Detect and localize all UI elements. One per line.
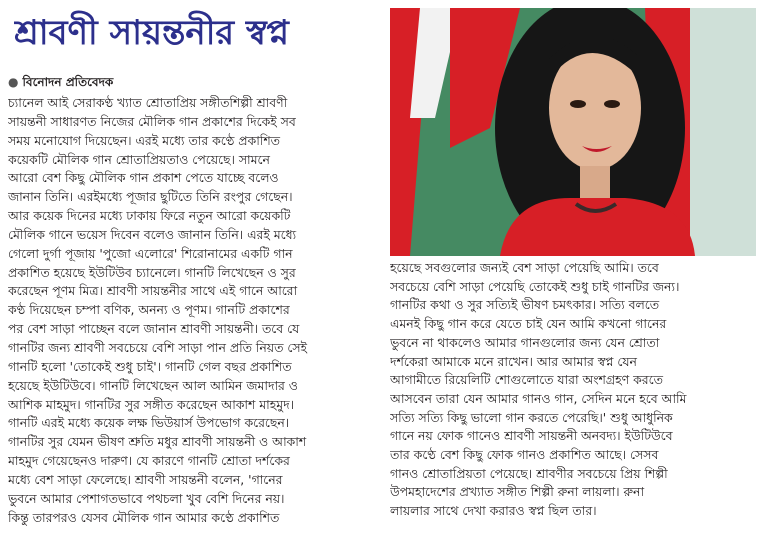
left-column-line: গেলো দুর্গা পূজায় 'পুজো এলোরে' শিরোনামের একটি গান — [8, 245, 293, 261]
left-eye — [570, 100, 586, 108]
byline-text: বিনোদন প্রতিবেদক — [22, 75, 114, 89]
right-column-line: সত্যি সত্যি কিছু ভালো গান করতে পেরেছি।' শুধু আধুনিক — [390, 409, 673, 425]
left-column-line: সায়ন্তনী সাধারণত নিজের মৌলিক গান প্রকাশের দিকেই সব — [8, 113, 296, 129]
left-column-line: কয়েকটি মৌলিক গান শ্রোতাপ্রিয়তাও পেয়েছে। সামনে — [8, 151, 270, 167]
right-column-line: ভুবনে না থাকলেও আমার গানগুলোর জন্য যেন শ্রোতা — [390, 334, 660, 350]
right-column-line: আগামীতে রিয়েলিটি শোগুলোতে যারা অংশগ্রহণ করতে — [390, 372, 663, 388]
left-column-line: করেছেন পূণম মিত্র। শ্রাবণী সায়ন্তনীর সাথে এই গানে আরো — [8, 283, 298, 299]
left-column-line: মৌলিক গানে ভয়েস দিবেন বলেও জানান তিনি। এরই মধ্যে — [8, 226, 297, 242]
right-column-line: এমনই কিছু গান করে যেতে চাই যেন আমি কখনো গানের — [390, 316, 667, 332]
right-column-line: গানটির কথা ও সুর সত্যিই ভীষণ চমৎকার। সত্যি বলতে — [390, 297, 660, 313]
right-column-line: হয়েছে সবগুলোর জন্যই বেশ সাড়া পেয়েছি আমি। তবে — [390, 260, 659, 275]
singer-photo-illustration — [390, 8, 756, 256]
left-column-line: গানটি হলো 'তোকেই শুধু চাই'। গানটি গেল বছর প্রকাশিত — [8, 358, 292, 374]
left-column-line: চ্যানেল আই সেরাকণ্ঠ খ্যাত শ্রোতাপ্রিয় সঙ্গীতশিল্পী শ্রাবণী — [8, 95, 288, 110]
article-right-column — [390, 259, 760, 546]
left-column-line: মাহমুদ গেয়েছেনও দারুণ। যে কারণে গানটি শ্রোতা দর্শকের — [8, 453, 290, 469]
bullet-icon: ● — [8, 75, 19, 89]
singer-photo — [390, 8, 756, 256]
left-column-line: প্রকাশিত হয়েছে ইউটিউব চ্যানেলে। গানটি লিখেছেন ও সুর — [8, 264, 296, 280]
article-left-column — [8, 94, 380, 546]
left-column-line: গানটির জন্য শ্রাবণী সবচেয়ে বেশি সাড়া পান প্রতি নিয়ত সেই — [8, 339, 308, 355]
neck — [580, 166, 610, 202]
right-column-line: আসবেন তারা যেন আমার গানও গান, সেদিন মনে হবে আমি — [390, 390, 687, 406]
left-column-line: আরো বেশ কিছু মৌলিক গান প্রকাশ পেতে যাচ্ছে বলেও — [8, 170, 279, 186]
left-column-line: পর বেশ সাড়া পাচ্ছেন বলে জানান শ্রাবণী সায়ন্তনী। তবে যে — [8, 321, 300, 337]
right-column-line: উপমহাদেশের প্রখ্যাত সঙ্গীত শিল্পী রুনা লায়লা। রুনা — [390, 484, 645, 500]
left-column-line: আশিক মাহমুদ। গানটির সুর সঙ্গীত করেছেন আকাশ মাহমুদ। — [8, 396, 295, 412]
byline — [8, 74, 113, 90]
left-column-line: মধ্যে বেশ সাড়া ফেলেছে। শ্রাবণী সায়ন্তনী বলেন, 'গানের — [8, 471, 283, 487]
right-column-line: তার কণ্ঠে বেশ কিছু ফোক গানও প্রকাশিত আছে। সেসব — [390, 447, 659, 463]
left-column-line: হয়েছে ইউটিউবে। গানটি লিখেছেন আল আমিন জমাদার ও — [8, 377, 298, 393]
left-column-line: কণ্ঠ দিয়েছেন চম্পা বণিক, অনন্য ও পূণম। গানটি প্রকাশের — [8, 302, 290, 318]
right-column-line: গানে নয় ফোক গানেও শ্রাবণী সায়ন্তনী অনবদ্য। ইউটিউবে — [390, 428, 673, 444]
left-column-line: গানটির সুর যেমন ভীষণ শ্রুতি মধুর শ্রাবণী সায়ন্তনী ও আকাশ — [8, 434, 307, 450]
left-column-line: জানান তিনি। এরইমধ্যে পূজার ছুটিতে তিনি রংপুর গেছেন। — [8, 189, 293, 205]
left-column-line: কিন্তু তারপরও যেসব মৌলিক গান আমার কণ্ঠে প্রকাশিত — [8, 509, 280, 525]
left-column-line: গানটি এরই মধ্যে কয়েক লক্ষ ভিউয়ার্স উপভোগ করেছেন। — [8, 415, 290, 431]
photo-window-light — [690, 8, 756, 256]
right-column-line: দর্শকেরা আমাকে মনে রাখেন। আর আমার স্বপ্ন যেন — [390, 353, 637, 369]
headline: শ্রাবণী সায়ন্তনীর স্বপ্ন — [14, 13, 290, 53]
right-column-line: সবচেয়ে বেশি সাড়া পেয়েছি তোকেই শুধু চাই গানটির জন্য। — [390, 278, 680, 294]
right-column-line: গানও শ্রোতাপ্রিয়তা পেয়েছে। শ্রাবণীর সবচেয়ে প্রিয় শিল্পী — [390, 465, 668, 481]
left-column-line: সময় মনোযোগ দিয়েছেন। এরই মধ্যে তার কণ্ঠে প্রকাশিত — [8, 132, 280, 148]
left-column-line: আর কয়েক দিনের মধ্যে ঢাকায় ফিরে নতুন আরো কয়েকটি — [8, 208, 291, 224]
left-column-line: ভুবনে আমার পেশাগতভাবে পথচলা খুব বেশি দিনের নয়। — [8, 490, 285, 506]
right-column-line: লায়লার সাথে দেখা করারও স্বপ্ন ছিল তার। — [390, 503, 597, 519]
right-eye — [604, 100, 620, 108]
